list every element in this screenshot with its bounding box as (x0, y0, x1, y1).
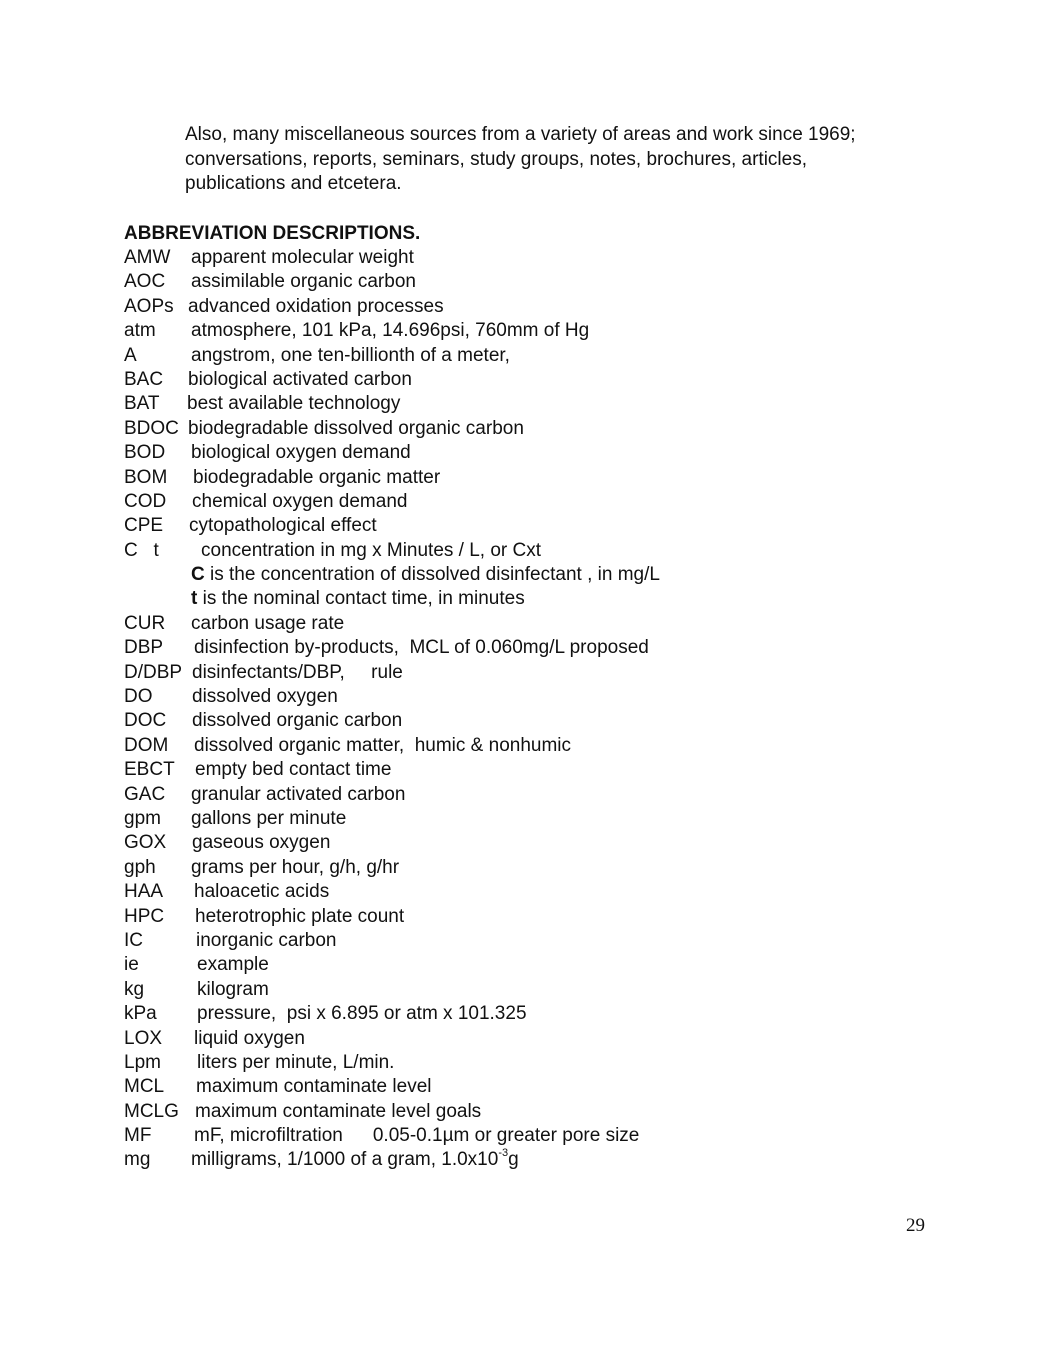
abbreviation-term: DOM (124, 734, 169, 756)
abbreviation-description: heterotrophic plate count (195, 905, 405, 927)
abbreviation-list (124, 246, 984, 1173)
abbreviation-row (124, 636, 984, 660)
variable-definition: is the concentration of dissolved disinfectant , in mg/L (204, 564, 660, 586)
abbreviation-row (124, 270, 984, 294)
abbreviation-row (124, 758, 984, 782)
abbreviation-description: atmosphere, 101 kPa, 14.696psi, 760mm of Hg (191, 320, 590, 342)
abbreviation-row (124, 392, 984, 416)
abbreviation-term: GAC (124, 783, 166, 805)
abbreviation-row (124, 807, 984, 831)
abbreviation-row (124, 856, 984, 880)
abbreviation-row (124, 1002, 984, 1026)
mf-pore-size: 0.05-0.1µm or greater pore size (372, 1125, 640, 1147)
abbreviation-term: MF (124, 1125, 152, 1147)
abbreviation-description: concentration in mg x Minutes / L, or Cxt (201, 539, 542, 561)
abbreviation-row (124, 612, 984, 636)
abbreviation-term: AOPs (124, 295, 174, 317)
abbreviation-term: kg (124, 978, 145, 1000)
abbreviation-term: DO (124, 686, 153, 708)
abbreviations-heading: ABBREVIATION DESCRIPTIONS. (124, 223, 421, 244)
abbreviation-term: Lpm (124, 1051, 161, 1073)
abbreviation-row (124, 978, 984, 1002)
intro-line: publications and etcetera. (185, 173, 402, 194)
abbreviation-term: CPE (124, 515, 164, 537)
abbreviation-description: apparent molecular weight (191, 247, 414, 268)
abbreviation-row (124, 441, 984, 465)
abbreviation-term: COD (124, 490, 167, 512)
abbreviation-description: liquid oxygen (194, 1027, 305, 1049)
abbreviation-term: A (124, 344, 137, 366)
abbreviation-row (124, 417, 984, 441)
abbreviation-term: MCL (124, 1076, 165, 1098)
abbreviation-row (124, 368, 984, 392)
abbreviation-row (124, 783, 984, 807)
abbreviation-term: gpm (124, 807, 161, 829)
abbreviation-description: advanced oxidation processes (188, 295, 444, 317)
abbreviation-term: D/DBP (124, 661, 183, 683)
abbreviation-term: C t (124, 539, 159, 561)
exponent: -3 (498, 1147, 509, 1160)
abbreviation-row (124, 1148, 984, 1172)
abbreviation-description: carbon usage rate (191, 612, 345, 634)
abbreviation-term: BOM (124, 466, 168, 488)
abbreviation-description: chemical oxygen demand (192, 490, 408, 512)
abbreviation-description: angstrom, one ten-billionth of a meter, (191, 344, 510, 366)
abbreviation-row (124, 1124, 984, 1148)
abbreviation-description: maximum contaminate level goals (195, 1100, 482, 1122)
abbreviation-row (124, 514, 984, 538)
abbreviation-row (124, 539, 984, 563)
abbreviation-row (124, 344, 984, 368)
abbreviation-description: dissolved organic carbon (192, 710, 403, 732)
abbreviation-description: grams per hour, g/h, g/hr (191, 856, 400, 878)
abbreviation-term: MCLG (124, 1100, 179, 1122)
abbreviation-description: cytopathological effect (189, 515, 377, 537)
abbreviation-term: EBCT (124, 759, 175, 781)
abbreviation-term: AMW (124, 247, 171, 268)
page-number: 29 (906, 1215, 925, 1236)
abbreviation-term: BAC (124, 368, 164, 390)
abbreviation-term: CUR (124, 612, 166, 634)
abbreviation-description (191, 1148, 519, 1172)
abbreviation-row (124, 661, 984, 685)
intro-line: Also, many miscellaneous sources from a variety of areas and work since 1969; (185, 124, 856, 145)
abbreviation-term: HAA (124, 881, 164, 903)
abbreviation-term: kPa (124, 1003, 157, 1025)
abbreviation-row (124, 880, 984, 904)
abbreviation-term: DOC (124, 710, 167, 732)
abbreviation-term: HPC (124, 905, 165, 927)
abbreviation-row (124, 905, 984, 929)
variable-symbol: C (191, 564, 205, 586)
abbreviation-term: ie (124, 954, 139, 976)
intro-line: conversations, reports, seminars, study groups, notes, brochures, articles, (185, 148, 807, 170)
abbreviation-term: IC (124, 929, 143, 951)
abbreviation-description: biodegradable organic matter (193, 466, 441, 488)
abbreviation-description (191, 563, 660, 587)
abbreviation-row (124, 1075, 984, 1099)
abbreviation-row (124, 295, 984, 319)
abbreviation-description: assimilable organic carbon (191, 271, 416, 293)
abbreviation-description: disinfectants/DBP, rule (192, 661, 403, 683)
variable-definition: is the nominal contact time, in minutes (197, 588, 525, 610)
mf-description: mF, microfiltration (194, 1125, 343, 1147)
abbreviation-term: BAT (124, 393, 160, 415)
intro-paragraph (185, 123, 945, 197)
abbreviation-row (124, 953, 984, 977)
abbreviation-description: granular activated carbon (191, 783, 406, 805)
abbreviation-row (124, 563, 984, 587)
abbreviation-description: biological oxygen demand (191, 442, 411, 464)
abbreviation-description: pressure, psi x 6.895 or atm x 101.325 (197, 1003, 527, 1025)
abbreviation-description: gaseous oxygen (192, 832, 331, 854)
abbreviation-row (124, 685, 984, 709)
abbreviation-term: AOC (124, 271, 166, 293)
abbreviation-term: atm (124, 320, 156, 342)
abbreviation-row (124, 1051, 984, 1075)
abbreviation-row (124, 929, 984, 953)
variable-symbol: t (191, 588, 198, 610)
abbreviation-row (124, 466, 984, 490)
abbreviation-term: DBP (124, 637, 164, 659)
abbreviation-description: inorganic carbon (196, 929, 337, 951)
abbreviation-term: LOX (124, 1027, 163, 1049)
abbreviation-term: GOX (124, 832, 167, 854)
abbreviation-term: BDOC (124, 417, 179, 439)
abbreviation-description: biodegradable dissolved organic carbon (188, 417, 524, 439)
abbreviation-description: biological activated carbon (188, 368, 412, 390)
abbreviation-description: dissolved organic matter, humic & nonhumic (194, 734, 572, 756)
abbreviation-description: gallons per minute (191, 807, 347, 829)
abbreviation-row (124, 319, 984, 343)
abbreviation-description: kilogram (197, 978, 269, 1000)
mg-description: milligrams, 1/1000 of a gram, 1.0x10 (191, 1149, 499, 1171)
abbreviation-description (191, 587, 525, 611)
abbreviation-row (124, 1027, 984, 1051)
abbreviation-description: best available technology (187, 393, 401, 415)
abbreviation-row (124, 246, 984, 270)
abbreviation-description: empty bed contact time (195, 759, 392, 781)
abbreviation-description (194, 1124, 639, 1148)
abbreviation-description: liters per minute, L/min. (197, 1051, 395, 1073)
abbreviation-description: disinfection by-products, MCL of 0.060mg/L proposed (194, 637, 649, 659)
abbreviation-row (124, 734, 984, 758)
abbreviation-row (124, 587, 984, 611)
abbreviation-description: example (197, 954, 269, 976)
abbreviation-row (124, 490, 984, 514)
abbreviation-description: haloacetic acids (194, 881, 330, 903)
abbreviation-term: BOD (124, 442, 166, 464)
unit-suffix: g (508, 1149, 519, 1171)
abbreviation-row (124, 831, 984, 855)
abbreviation-description: dissolved oxygen (192, 686, 338, 708)
abbreviation-row (124, 1100, 984, 1124)
abbreviation-row (124, 709, 984, 733)
abbreviation-description: maximum contaminate level (196, 1076, 432, 1098)
abbreviation-term: gph (124, 856, 156, 878)
abbreviation-term: mg (124, 1149, 151, 1171)
